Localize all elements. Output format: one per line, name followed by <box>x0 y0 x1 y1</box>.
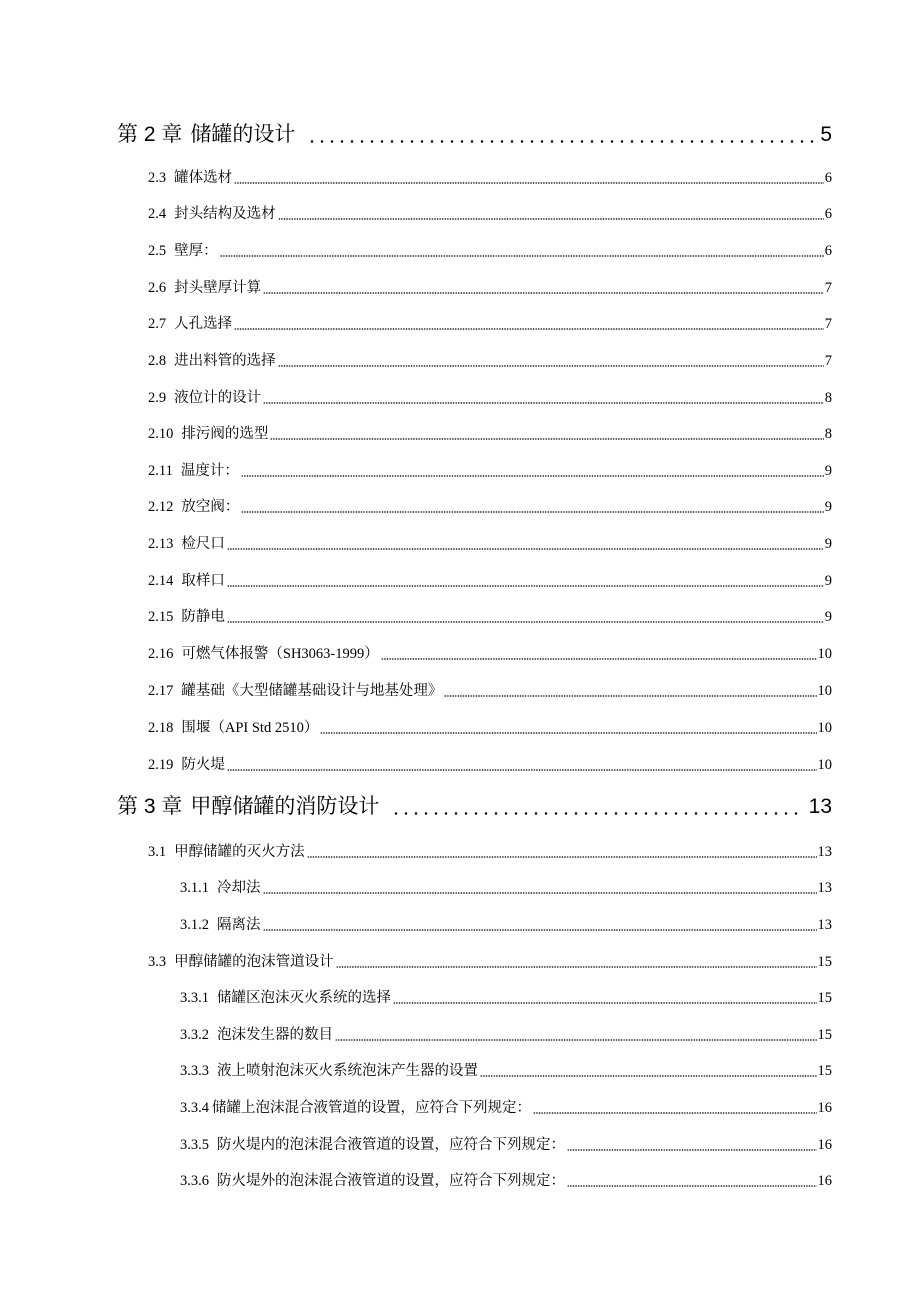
dot-leader <box>320 732 816 734</box>
dot-leader <box>278 365 824 367</box>
dot-leader <box>278 218 824 220</box>
entry-number: 3.1.2 <box>180 917 209 933</box>
dot-leader <box>263 402 824 404</box>
entry-number: 3.1 <box>148 844 167 860</box>
entry-page-number: 15 <box>817 1027 832 1043</box>
toc-entry-2-10[interactable] <box>148 424 832 444</box>
entry-number: 3.3.5 <box>180 1137 209 1153</box>
entry-page-number: 15 <box>817 954 832 970</box>
dot-leader <box>567 1149 817 1151</box>
toc-chapter-2[interactable] <box>117 121 832 149</box>
dot-leader <box>227 548 824 550</box>
dot-leader <box>480 1075 817 1077</box>
entry-title: 冷却法 <box>217 880 261 896</box>
entry-number: 2.6 <box>148 280 167 296</box>
dot-leader <box>234 328 824 330</box>
entry-page-number: 8 <box>824 426 832 442</box>
entry-number: 3.3.3 <box>180 1063 209 1079</box>
entry-title: 防火堤内的泡沫混合液管道的设置，应符合下列规定： <box>217 1137 565 1153</box>
toc-entry-2-3[interactable] <box>148 168 832 188</box>
dot-leader <box>336 966 817 968</box>
toc-entry-2-4[interactable] <box>148 204 832 224</box>
entry-number: 2.16 <box>148 646 174 662</box>
dot-leader <box>241 511 823 513</box>
entry-title: 人孔选择 <box>174 316 233 332</box>
entry-number: 2.17 <box>148 683 174 699</box>
entry-page-number: 7 <box>824 316 832 332</box>
chapter-title: 甲醇储罐的消防设计 <box>190 795 380 818</box>
entry-page-number: 7 <box>824 280 832 296</box>
entry-page-number: 9 <box>824 609 832 625</box>
entry-title: 围堰（API Std 2510） <box>181 720 319 736</box>
entry-page-number: 16 <box>817 1100 832 1116</box>
dot-leader <box>234 182 824 184</box>
toc-entry-3-3-1[interactable] <box>180 988 832 1008</box>
entry-number: 2.18 <box>148 720 174 736</box>
entry-title: 检尺口 <box>181 536 225 552</box>
entry-number: 2.8 <box>148 353 167 369</box>
entry-number: 3.3.2 <box>180 1027 209 1043</box>
entry-number: 2.3 <box>148 170 167 186</box>
toc-entry-2-18[interactable] <box>148 718 832 738</box>
entry-page-number: 16 <box>817 1137 832 1153</box>
dot-leader <box>263 292 824 294</box>
entry-number: 3.3.1 <box>180 990 209 1006</box>
chapter-number: 第 3 章 <box>117 795 183 818</box>
entry-number: 2.4 <box>148 206 167 222</box>
toc-entry-2-19[interactable] <box>148 755 832 775</box>
entry-title: 取样口 <box>181 573 225 589</box>
entry-title: 排污阀的选型 <box>181 426 269 442</box>
dot-leader <box>335 1039 817 1041</box>
toc-chapter-3[interactable] <box>117 793 832 821</box>
toc-entry-2-6[interactable] <box>148 278 832 298</box>
entry-page-number: 13 <box>817 880 832 896</box>
entry-number: 3.3 <box>148 954 167 970</box>
entry-number: 2.12 <box>148 499 174 515</box>
dot-leader <box>307 140 814 143</box>
entry-page-number: 6 <box>824 206 832 222</box>
entry-number: 2.14 <box>148 573 174 589</box>
toc-entry-3-1[interactable] <box>148 842 832 862</box>
entry-title: 可燃气体报警（SH3063-1999） <box>181 646 379 662</box>
dot-leader <box>227 769 817 771</box>
entry-page-number: 16 <box>817 1173 832 1189</box>
entry-title: 防火堤 <box>181 757 225 773</box>
toc-entry-2-13[interactable] <box>148 534 832 554</box>
chapter-page-number: 5 <box>820 123 832 146</box>
entry-number: 3.1.1 <box>180 880 209 896</box>
entry-page-number: 15 <box>817 1063 832 1079</box>
entry-page-number: 13 <box>817 917 832 933</box>
toc-entry-2-7[interactable] <box>148 314 832 334</box>
entry-page-number: 9 <box>824 536 832 552</box>
toc-entry-2-16[interactable] <box>148 644 832 664</box>
entry-page-number: 10 <box>817 720 832 736</box>
chapter-title: 储罐的设计 <box>190 123 296 146</box>
entry-number: 3.3.4 <box>180 1100 209 1116</box>
entry-title: 罐体选材 <box>174 170 233 186</box>
entry-page-number: 6 <box>824 243 832 259</box>
dot-leader <box>533 1112 817 1114</box>
entry-page-number: 10 <box>817 757 832 773</box>
entry-title: 甲醇储罐的灭火方法 <box>174 844 305 860</box>
toc-entry-3-1-1[interactable] <box>180 878 832 898</box>
dot-leader <box>220 255 824 257</box>
entry-page-number: 6 <box>824 170 832 186</box>
entry-title: 储罐上泡沫混合液管道的设置，应符合下列规定： <box>212 1100 531 1116</box>
entry-page-number: 10 <box>817 646 832 662</box>
dot-leader <box>567 1185 817 1187</box>
entry-title: 防静电 <box>181 609 225 625</box>
toc-entry-2-9[interactable] <box>148 388 832 408</box>
entry-number: 2.7 <box>148 316 167 332</box>
entry-page-number: 15 <box>817 990 832 1006</box>
entry-page-number: 9 <box>824 463 832 479</box>
entry-number: 2.15 <box>148 609 174 625</box>
dot-leader <box>444 695 816 697</box>
entry-title: 甲醇储罐的泡沫管道设计 <box>174 954 334 970</box>
toc-entry-3-3-3[interactable] <box>180 1061 832 1081</box>
entry-page-number: 8 <box>824 390 832 406</box>
dot-leader <box>241 475 824 477</box>
entry-page-number: 9 <box>824 499 832 515</box>
entry-number: 3.3.6 <box>180 1173 209 1189</box>
toc-entry-3-3[interactable] <box>148 952 832 972</box>
toc-entry-2-12[interactable] <box>148 497 832 517</box>
toc-entry-3-3-5[interactable] <box>180 1135 832 1155</box>
entry-number: 2.11 <box>148 463 173 479</box>
entry-number: 2.13 <box>148 536 174 552</box>
entry-page-number: 13 <box>817 844 832 860</box>
toc-entry-2-14[interactable] <box>148 571 832 591</box>
toc-entry-2-11[interactable] <box>148 461 832 481</box>
entry-title: 罐基础《大型储罐基础设计与地基处理》 <box>181 683 443 699</box>
entry-number: 2.10 <box>148 426 174 442</box>
entry-number: 2.5 <box>148 243 167 259</box>
entry-title: 封头壁厚计算 <box>174 280 262 296</box>
toc-entry-3-1-2[interactable] <box>180 915 832 935</box>
entry-title: 温度计： <box>180 463 239 479</box>
entry-number: 2.19 <box>148 757 174 773</box>
dot-leader <box>307 856 817 858</box>
entry-title: 储罐区泡沫灭火系统的选择 <box>217 990 391 1006</box>
toc-entry-3-3-4[interactable] <box>180 1098 832 1118</box>
entry-title: 封头结构及选材 <box>174 206 276 222</box>
entry-title: 进出料管的选择 <box>174 353 276 369</box>
chapter-page-number: 13 <box>808 795 832 818</box>
entry-title: 液上喷射泡沫灭火系统泡沫产生器的设置 <box>217 1063 478 1079</box>
toc-entry-2-17[interactable] <box>148 681 832 701</box>
entry-title: 泡沫发生器的数目 <box>217 1027 333 1043</box>
dot-leader <box>381 658 817 660</box>
toc-entry-3-3-6[interactable] <box>180 1171 832 1191</box>
dot-leader <box>227 585 824 587</box>
entry-title: 液位计的设计 <box>174 390 262 406</box>
entry-title: 隔离法 <box>217 917 261 933</box>
entry-page-number: 7 <box>824 353 832 369</box>
entry-number: 2.9 <box>148 390 167 406</box>
entry-page-number: 10 <box>817 683 832 699</box>
toc-entry-2-15[interactable] <box>148 607 832 627</box>
entry-title: 防火堤外的泡沫混合液管道的设置，应符合下列规定： <box>217 1173 565 1189</box>
toc-entry-2-8[interactable] <box>148 351 832 371</box>
entry-title: 放空阀： <box>181 499 240 515</box>
dot-leader <box>270 438 823 440</box>
dot-leader <box>263 929 817 931</box>
toc-entry-3-3-2[interactable] <box>180 1025 832 1045</box>
dot-leader <box>391 812 802 815</box>
chapter-number: 第 2 章 <box>117 123 183 146</box>
dot-leader <box>227 621 824 623</box>
dot-leader <box>263 892 817 894</box>
toc-entry-2-5[interactable] <box>148 241 832 261</box>
entry-title: 壁厚： <box>174 243 218 259</box>
dot-leader <box>393 1002 817 1004</box>
entry-page-number: 9 <box>824 573 832 589</box>
